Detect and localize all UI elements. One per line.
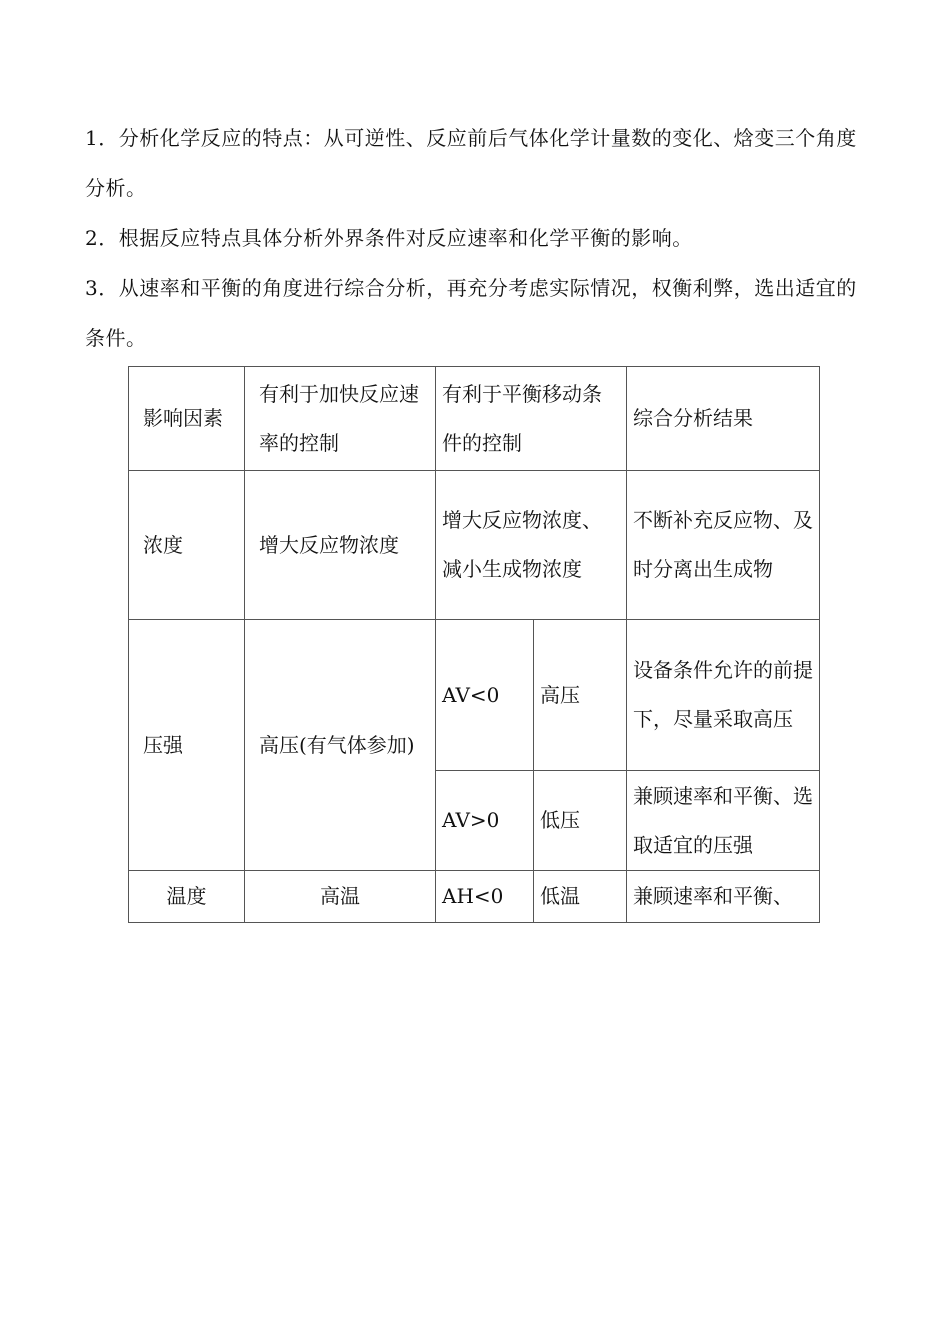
concentration-equilibrium: 增大反应物浓度、减小生成物浓度 (436, 471, 627, 620)
paragraph-2: 2．根据反应特点具体分析外界条件对反应速率和化学平衡的影响。 (85, 226, 693, 250)
pressure-case2-condition: AV>0 (436, 771, 534, 871)
table-row-pressure-1 (129, 620, 820, 771)
temperature-control: 低温 (534, 871, 627, 923)
pressure-case2-result: 兼顾速率和平衡、选取适宜的压强 (627, 771, 820, 871)
table-row-temperature (129, 871, 820, 923)
temperature-factor: 温度 (129, 871, 245, 923)
paragraph-1: 1．分析化学反应的特点：从可逆性、反应前后气体化学计量数的变化、焓变三个角度分析。 (85, 126, 857, 200)
temperature-rate: 高温 (245, 871, 436, 923)
header-result: 综合分析结果 (627, 367, 820, 471)
pressure-case1-control: 高压 (534, 620, 627, 771)
header-rate-control: 有利于加快反应速率的控制 (245, 367, 436, 471)
concentration-result: 不断补充反应物、及时分离出生成物 (627, 471, 820, 620)
header-equilibrium-control: 有利于平衡移动条件的控制 (436, 367, 627, 471)
concentration-rate: 增大反应物浓度 (245, 471, 436, 620)
temperature-condition: AH<0 (436, 871, 534, 923)
temperature-result: 兼顾速率和平衡、 (627, 871, 820, 923)
pressure-case1-condition: AV<0 (436, 620, 534, 771)
pressure-case2-control: 低压 (534, 771, 627, 871)
table-header-row (129, 367, 820, 471)
pressure-case1-result: 设备条件允许的前提下，尽量采取高压 (627, 620, 820, 771)
concentration-factor: 浓度 (129, 471, 245, 620)
pressure-rate: 高压(有气体参加) (245, 620, 436, 871)
conditions-table (128, 366, 820, 923)
paragraph-3: 3．从速率和平衡的角度进行综合分析，再充分考虑实际情况，权衡利弊，选出适宜的条件。 (85, 276, 857, 350)
header-factor: 影响因素 (129, 367, 245, 471)
table-row-concentration (129, 471, 820, 620)
pressure-factor: 压强 (129, 620, 245, 871)
